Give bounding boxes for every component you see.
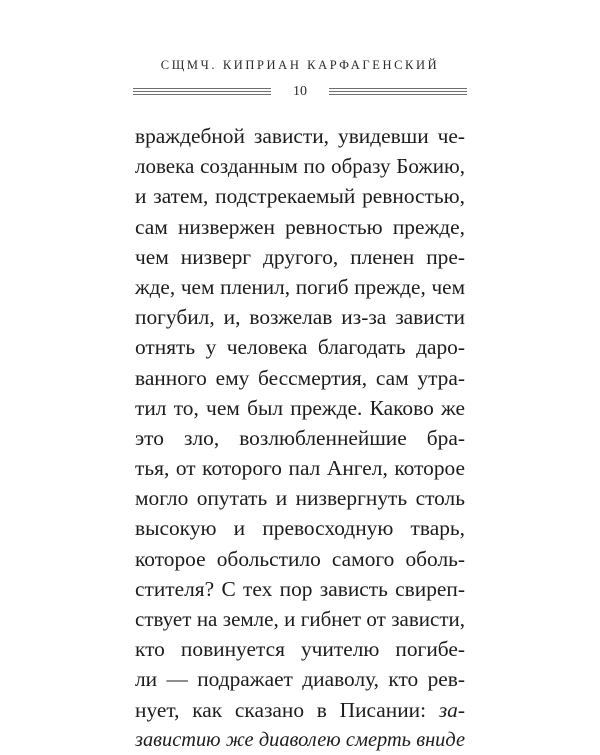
text-line-13: могло опутать и низвергнуть столь (135, 486, 465, 511)
text-line-5: чем низверг другого, пленен пре- (135, 244, 465, 269)
text-line-11: это зло, возлюбленнейшие бра- (135, 425, 465, 450)
page-number: 10 (293, 84, 307, 99)
text-line-20 (135, 695, 465, 725)
running-head-title: СЩМЧ. КИПРИАН КАРФАГЕНСКИЙ (160, 58, 440, 72)
text-line-1: враждебной зависти, увидевши че- (135, 124, 465, 148)
text-line-3: и затем, подстрекаемый ревностью, (135, 184, 465, 209)
text-line-18: кто повинуется учителю погибе- (135, 637, 465, 662)
text-line-14: высокую и превосходную тварь, (135, 516, 465, 541)
text-line-7: погубил, и, возжелав из-за зависти (135, 305, 465, 330)
text-line-2: ловека созданным по образу Божию, (135, 154, 465, 179)
text-line-21: завистию же диаволею смерть вниде (135, 728, 465, 751)
text-line-16: стителя? С тех пор зависть свиреп- (135, 576, 465, 601)
text-line-6: жде, чем пленил, погиб прежде, чем (135, 274, 465, 299)
text-line-8: отнять у человека благодать даро- (135, 335, 465, 360)
text-line-20-italic: за- (438, 697, 465, 722)
header-rule-left (133, 88, 271, 97)
header-rule (133, 86, 467, 100)
header-rule-right (329, 88, 467, 97)
text-line-19: ли — подражает диаволу, кто рев- (135, 667, 465, 692)
text-line-9: ванного ему бессмертия, сам утра- (135, 365, 465, 390)
text-line-4: сам низвержен ревностью прежде, (135, 214, 465, 239)
body-text (135, 121, 465, 755)
text-line-17: ствует на земле, и гибнет от зависти, (135, 607, 465, 631)
text-line-10: тил то, чем был прежде. Каково же (135, 395, 465, 420)
text-line-12: тья, от которого пал Ангел, которое (135, 456, 465, 481)
text-line-20-roman: нует, как сказано в Писании: (135, 697, 427, 722)
text-line-15: которое обольстило самого оболь- (135, 546, 465, 571)
